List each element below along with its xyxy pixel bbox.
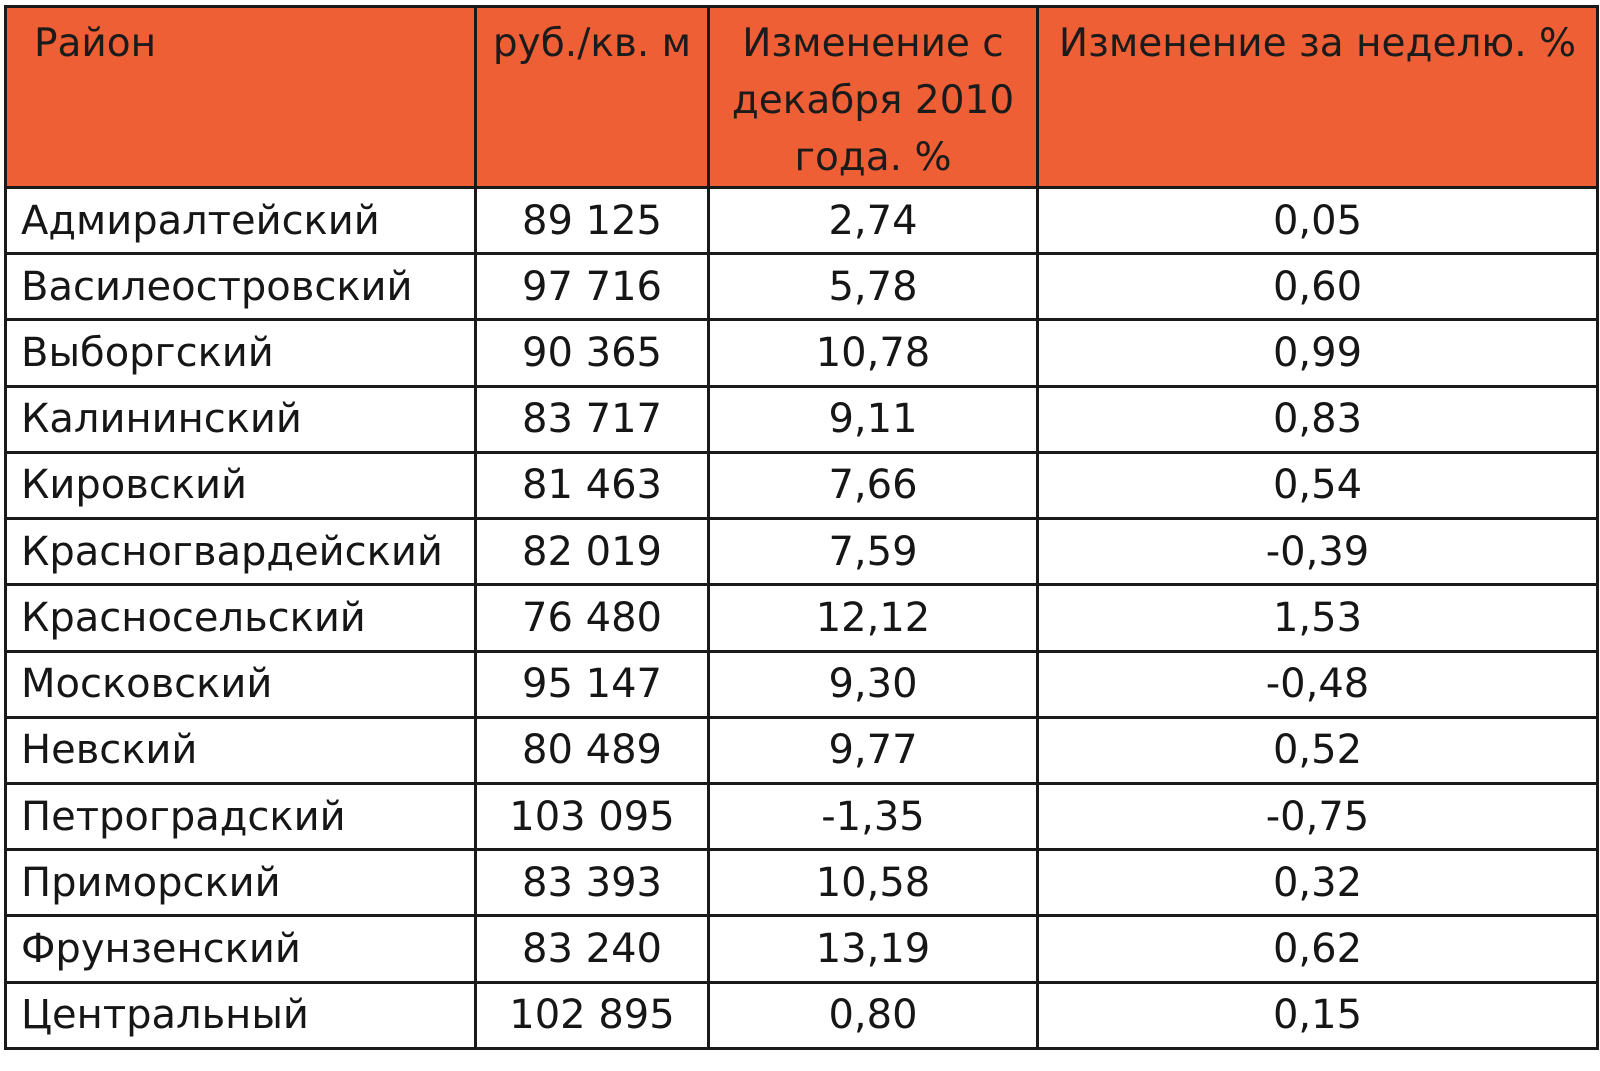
cell-district: Центральный bbox=[6, 982, 476, 1048]
cell-district: Василеостровский bbox=[6, 254, 476, 320]
table-row bbox=[6, 386, 1598, 452]
cell-price: 97 716 bbox=[476, 254, 709, 320]
cell-price: 102 895 bbox=[476, 982, 709, 1048]
cell-change-week: 1,53 bbox=[1038, 585, 1598, 651]
cell-change-since-december: 13,19 bbox=[709, 916, 1038, 982]
table-body bbox=[6, 188, 1598, 1049]
cell-district: Адмиралтейский bbox=[6, 188, 476, 254]
header-price: руб./кв. м bbox=[476, 7, 709, 188]
cell-district: Невский bbox=[6, 717, 476, 783]
header-change-since-december: Изменение с декабря 2010 года. % bbox=[709, 7, 1038, 188]
cell-district: Приморский bbox=[6, 850, 476, 916]
header-row bbox=[6, 7, 1598, 188]
cell-change-since-december: 10,78 bbox=[709, 320, 1038, 386]
cell-change-since-december: 9,11 bbox=[709, 386, 1038, 452]
cell-change-since-december: 7,59 bbox=[709, 519, 1038, 585]
cell-district: Петроградский bbox=[6, 783, 476, 849]
cell-change-since-december: 9,30 bbox=[709, 651, 1038, 717]
cell-change-week: 0,32 bbox=[1038, 850, 1598, 916]
cell-price: 80 489 bbox=[476, 717, 709, 783]
table-row bbox=[6, 320, 1598, 386]
cell-price: 83 240 bbox=[476, 916, 709, 982]
header-change-week: Изменение за неделю. % bbox=[1038, 7, 1598, 188]
cell-change-week: 0,99 bbox=[1038, 320, 1598, 386]
header-district: Район bbox=[6, 7, 476, 188]
cell-district: Красногвардейский bbox=[6, 519, 476, 585]
table-row bbox=[6, 982, 1598, 1048]
cell-change-week: 0,15 bbox=[1038, 982, 1598, 1048]
cell-change-since-december: 5,78 bbox=[709, 254, 1038, 320]
cell-district: Выборгский bbox=[6, 320, 476, 386]
table-row bbox=[6, 452, 1598, 518]
cell-price: 76 480 bbox=[476, 585, 709, 651]
cell-price: 95 147 bbox=[476, 651, 709, 717]
table-row bbox=[6, 783, 1598, 849]
cell-district: Кировский bbox=[6, 452, 476, 518]
cell-price: 90 365 bbox=[476, 320, 709, 386]
cell-price: 81 463 bbox=[476, 452, 709, 518]
cell-change-week: -0,75 bbox=[1038, 783, 1598, 849]
cell-change-since-december: 0,80 bbox=[709, 982, 1038, 1048]
table-row bbox=[6, 651, 1598, 717]
cell-change-week: -0,39 bbox=[1038, 519, 1598, 585]
cell-change-week: 0,62 bbox=[1038, 916, 1598, 982]
table-row bbox=[6, 585, 1598, 651]
cell-change-since-december: 7,66 bbox=[709, 452, 1038, 518]
cell-change-since-december: 12,12 bbox=[709, 585, 1038, 651]
cell-price: 89 125 bbox=[476, 188, 709, 254]
cell-price: 103 095 bbox=[476, 783, 709, 849]
cell-change-since-december: 9,77 bbox=[709, 717, 1038, 783]
cell-change-week: -0,48 bbox=[1038, 651, 1598, 717]
cell-change-week: 0,54 bbox=[1038, 452, 1598, 518]
table-row bbox=[6, 916, 1598, 982]
table-row bbox=[6, 519, 1598, 585]
cell-change-week: 0,52 bbox=[1038, 717, 1598, 783]
table-header bbox=[6, 7, 1598, 188]
cell-change-week: 0,05 bbox=[1038, 188, 1598, 254]
cell-price: 82 019 bbox=[476, 519, 709, 585]
cell-district: Красносельский bbox=[6, 585, 476, 651]
table-row bbox=[6, 188, 1598, 254]
cell-price: 83 393 bbox=[476, 850, 709, 916]
cell-change-since-december: -1,35 bbox=[709, 783, 1038, 849]
cell-change-week: 0,83 bbox=[1038, 386, 1598, 452]
table-row bbox=[6, 717, 1598, 783]
district-price-table bbox=[4, 5, 1599, 1050]
cell-district: Московский bbox=[6, 651, 476, 717]
cell-district: Калининский bbox=[6, 386, 476, 452]
cell-change-week: 0,60 bbox=[1038, 254, 1598, 320]
table-row bbox=[6, 254, 1598, 320]
cell-change-since-december: 2,74 bbox=[709, 188, 1038, 254]
cell-district: Фрунзенский bbox=[6, 916, 476, 982]
table-row bbox=[6, 850, 1598, 916]
cell-price: 83 717 bbox=[476, 386, 709, 452]
cell-change-since-december: 10,58 bbox=[709, 850, 1038, 916]
